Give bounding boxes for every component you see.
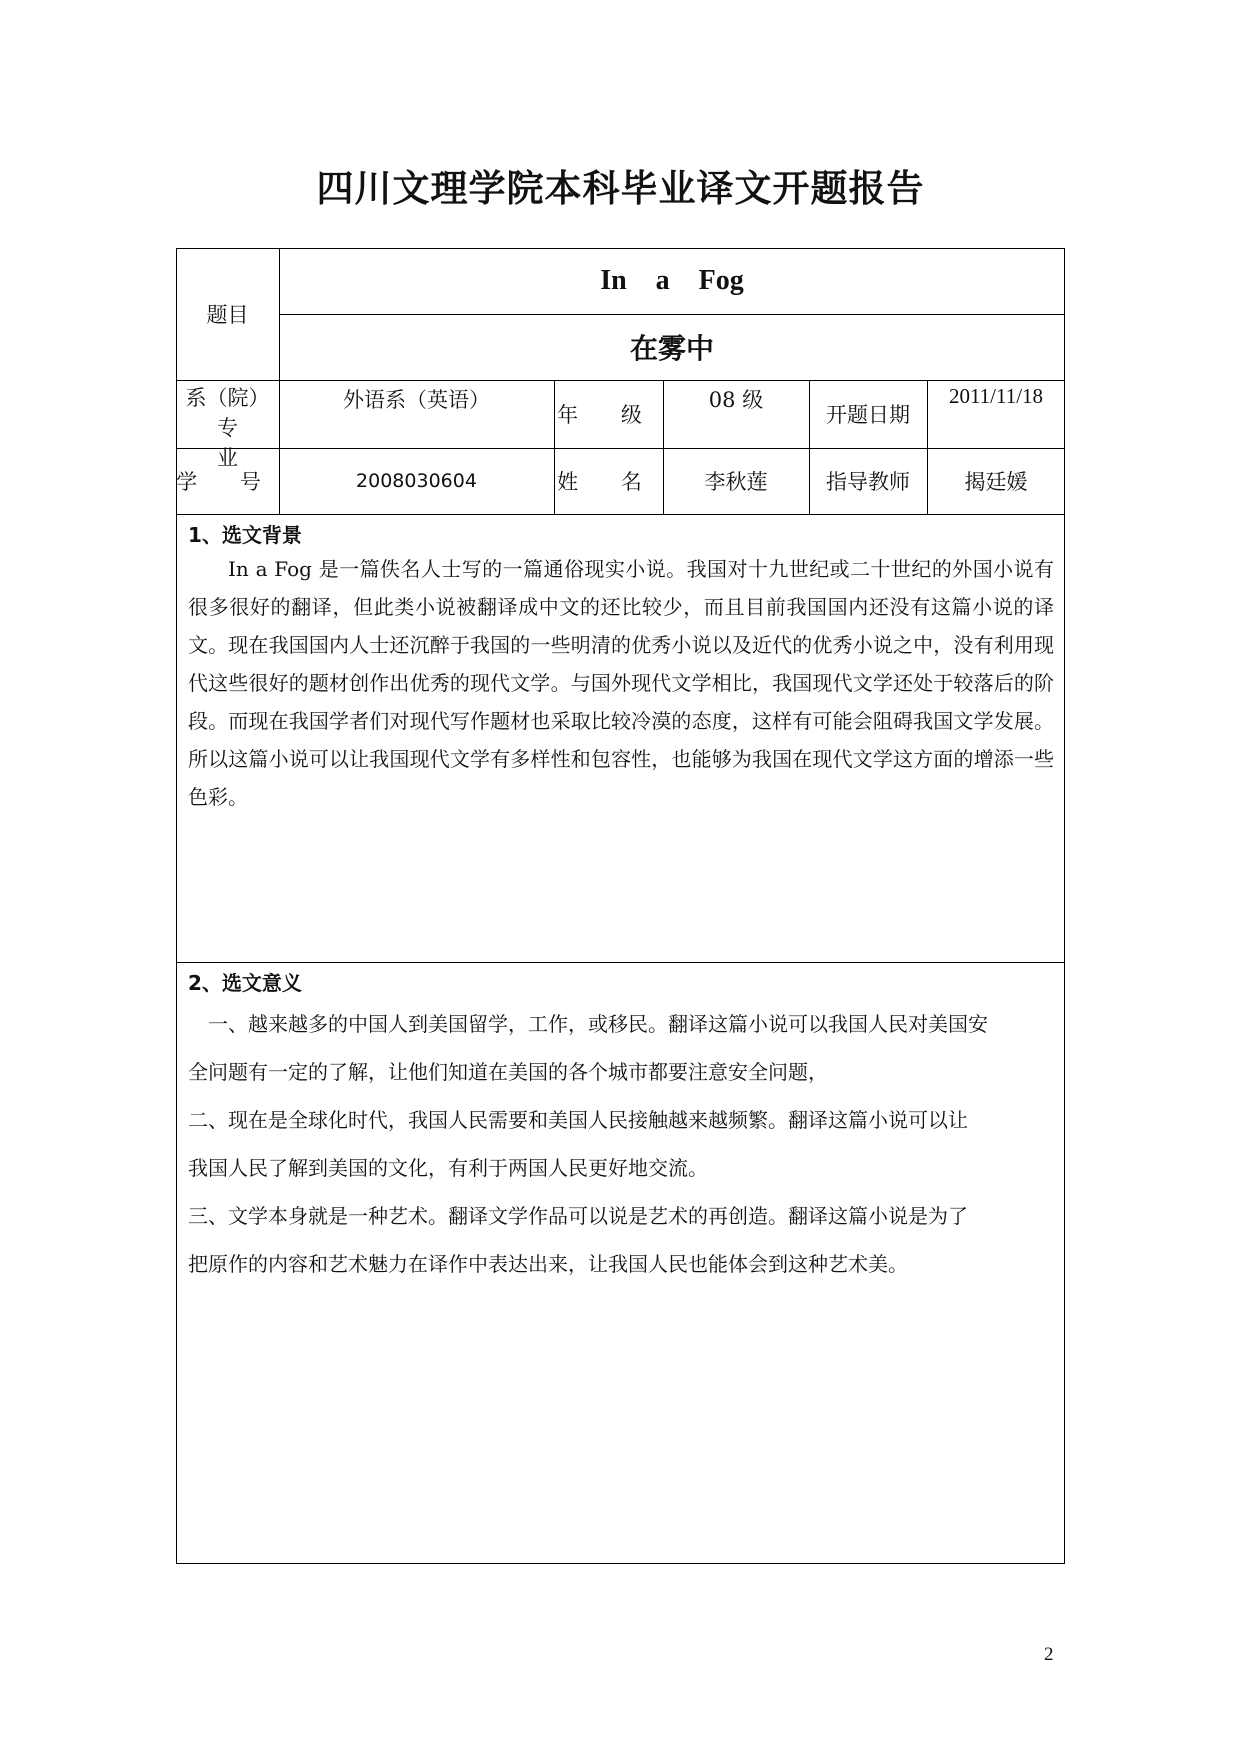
- student-id-label: [176, 448, 279, 514]
- proposal-table: [176, 248, 1065, 1564]
- department-label-line2: 专 业: [217, 416, 254, 470]
- student-id-value: 2008030604: [356, 470, 477, 492]
- section-heading: 2、选文意义: [188, 971, 302, 995]
- page-number: 2: [1044, 1644, 1054, 1665]
- name-value: 李秋莲: [704, 470, 768, 494]
- department-value: 外语系（英语）: [343, 388, 490, 412]
- grade-value: 08 级: [708, 388, 764, 412]
- department-label-line1: 系（院）: [185, 386, 270, 410]
- significance-line: 二、现在是全球化时代，我国人民需要和美国人民接触越来越频繁。翻译这篇小说可以让: [188, 1108, 968, 1132]
- topic-english: In a Fog: [600, 265, 744, 296]
- advisor-value: 揭廷媛: [964, 470, 1028, 494]
- department-label: [176, 380, 279, 470]
- advisor-label: 指导教师: [826, 470, 910, 494]
- section-paragraph: In a Fog 是一篇佚名人士写的一篇通俗现实小说。我国对十九世纪或二十世纪的外国小说有很多很好的翻译，但此类小说被翻译成中文的还比较少，而且目前我国国内还没有这篇小说的译文。现在我国国内人士还沉醉于我国的一些明清的优秀小说以及近代的优秀小说之中，没有利用现代这些很好的题材创作出优秀的现代文学。与国外现代文学相比，我国现代文学还处于较落后的阶段。而现在我国学者们对现代写作题材也采取比较冷漠的态度，这样有可能会阻碍我国文学发展。所以这篇小说可以让我国现代文学有多样性和包容性，也能够为我国在现代文学这方面的增添一些色彩。: [188, 557, 1054, 809]
- table-border-bottom: [176, 1563, 1065, 1564]
- section-background: [188, 514, 1054, 962]
- topic-label: 题目: [206, 303, 249, 327]
- document-title: 四川文理学院本科毕业译文开题报告: [316, 167, 925, 210]
- significance-line: 我国人民了解到美国的文化，有利于两国人民更好地交流。: [188, 1156, 708, 1180]
- section-significance: [188, 962, 1054, 1562]
- grade-label: [554, 380, 663, 448]
- topic-chinese: 在雾中: [629, 332, 714, 365]
- student-id-label-text: 学 号: [176, 470, 279, 494]
- section-lines: [188, 1000, 1054, 1288]
- grade-label-text: 年 级: [557, 403, 660, 427]
- name-label: [554, 448, 663, 514]
- significance-line: 三、文学本身就是一种艺术。翻译文学作品可以说是艺术的再创造。翻译这篇小说是为了: [188, 1204, 968, 1228]
- proposal-date-label: 开题日期: [826, 403, 910, 427]
- significance-line: 一、越来越多的中国人到美国留学，工作，或移民。翻译这篇小说可以我国人民对美国安: [188, 1012, 988, 1036]
- significance-line: 把原作的内容和艺术魅力在译作中表达出来，让我国人民也能体会到这种艺术美。: [188, 1252, 908, 1276]
- section-heading: 1、选文背景: [188, 523, 302, 547]
- significance-line: 全问题有一定的了解，让他们知道在美国的各个城市都要注意安全问题，: [188, 1060, 828, 1084]
- proposal-date-value: 2011/11/18: [948, 384, 1044, 408]
- name-label-text: 姓 名: [557, 470, 660, 494]
